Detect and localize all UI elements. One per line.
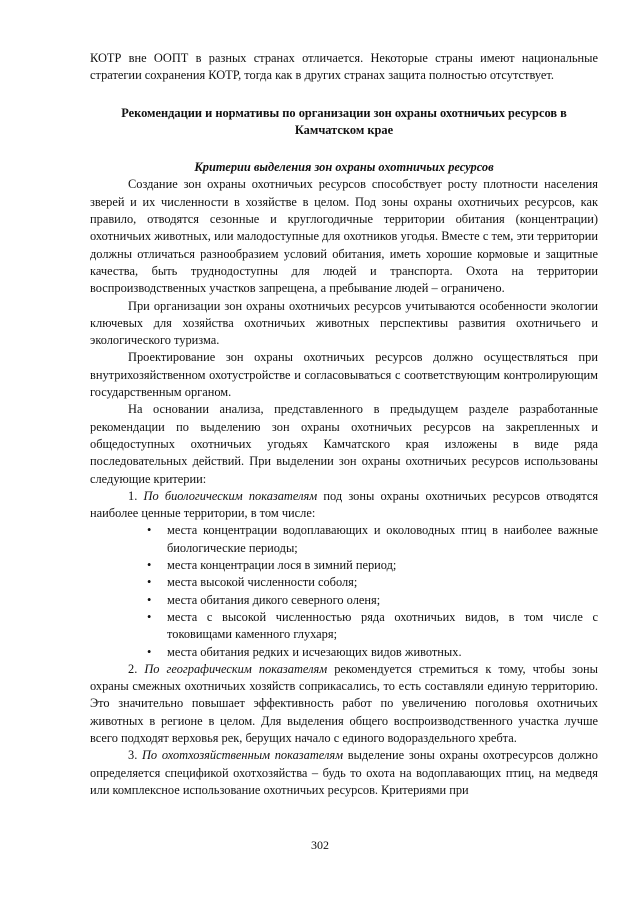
list-item: • места высокой численности соболя; (167, 574, 598, 591)
criterion-term: По географическим показателям (144, 661, 328, 676)
criterion-term: По биологическим показателям (143, 488, 318, 503)
criterion-number: 1. (128, 488, 144, 503)
list-item: • места обитания редких и исчезающих видов животных. (167, 644, 598, 661)
paragraph-ecology: При организации зон охраны охотничьих ресурсов учитываются особенности экологии ключевых для хозяйства охотничьих животных перспективы развития охотничьего и экологического туризма. (90, 298, 598, 348)
criterion-text: рекомендуется стремиться к тому, чтобы зоны охраны смежных охотничьих хозяйств соприкасались, то есть составляли единую территорию. Это значительно повышает эффективность работ по увеличению поголовья охотничьих животных в регионе в целом. Для выделения общего воспроизводственного участка лучше всего подходят верховья рек, берущих начало с единого водораздельного хребта. (90, 661, 598, 745)
criterion-term: По охотхозяйственным показателям (141, 748, 344, 763)
criterion-text: выделение зоны охраны охотресурсов должно определяется спецификой охотхозяйства – будь то охота на водоплавающих птиц, на медведя или комплексное использование охотничьих ресурсов. Критериями при (90, 748, 598, 797)
document-page (90, 50, 598, 799)
criterion-text: под зоны охраны охотничьих ресурсов отводятся наиболее ценные территории, в том числе: (90, 488, 599, 521)
list-item: • места концентрации лося в зимний период; (167, 557, 598, 574)
paragraph-design: Проектирование зон охраны охотничьих ресурсов должно осуществляться при внутрихозяйственном охотустройстве и согласовываться с соответствующим контролирующим государственным органом. (90, 350, 598, 400)
criterion-biological (90, 488, 598, 523)
criterion-geographic (90, 661, 598, 747)
criterion-number: 3. (128, 748, 142, 763)
paragraph-creation: Создание зон охраны охотничьих ресурсов способствует росту плотности населения зверей и их численности в хозяйстве в целом. Под зоны охраны охотничьих ресурсов, как правило, отводятся сезонные и круглогодичные территории обитания (концентрации) охотничьих животных, или малодоступные для охотников угодья. Вместе с тем, эти территории должны отличаться разнообразием условий обитания, иметь хорошие кормовые и защитные качества, быть труднодоступны для людей и транспорта. Охота на территории воспроизводственных участков запрещена, а пребывание людей – ограничено. (90, 177, 598, 296)
list-item: • места с высокой численностью ряда охотничьих видов, в том числе с токовищами каменного глухаря; (167, 609, 598, 644)
criterion-number: 2. (128, 661, 145, 676)
section-heading: Рекомендации и нормативы по организации зон охраны охотничьих ресурсов в Камчатском крае (121, 105, 567, 137)
criteria-list (90, 522, 598, 660)
page-number: 302 (311, 838, 329, 852)
criterion-hunting (90, 747, 598, 799)
intro-paragraph: КОТР вне ООПТ в разных странах отличается. Некоторые страны имеют национальные стратегии сохранения КОТР, тогда как в других странах защита полностью отсутствует. (90, 51, 598, 83)
list-item: • места обитания дикого северного оленя; (167, 592, 598, 609)
list-item: • места концентрации водоплавающих и околоводных птиц в наиболее важные биологические периоды; (167, 522, 598, 557)
subsection-heading: Критерии выделения зон охраны охотничьих ресурсов (194, 160, 494, 175)
paragraph-analysis: На основании анализа, представленного в предыдущем разделе разработанные рекомендации по выделению зон охраны охотничьих ресурсов на закрепленных и общедоступных охотничьих угодьях Камчатского края изложены в виде ряда последовательных действий. При выделении зон охраны охотничьих ресурсов использованы следующие критерии: (90, 402, 598, 486)
